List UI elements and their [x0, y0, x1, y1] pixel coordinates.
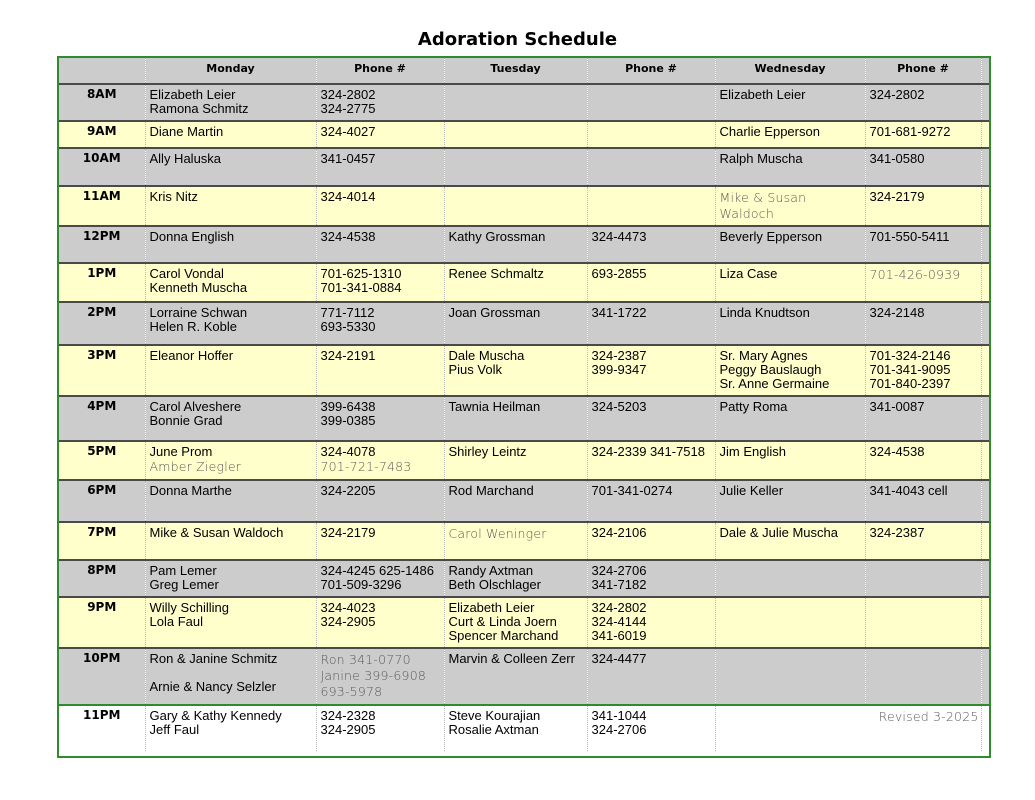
tuesday-phone-entry: 324-4144	[591, 614, 647, 629]
monday-name-entry: Pam Lemer	[149, 563, 217, 578]
time-slot: 11AM	[59, 186, 145, 226]
wednesday-name-cell	[715, 522, 865, 560]
monday-name-entry: Amber Ziegler	[149, 459, 242, 474]
monday-name-entry: Arnie & Nancy Selzler	[149, 679, 276, 694]
tuesday-name-entry: Rod Marchand	[448, 483, 534, 498]
table-row	[59, 84, 989, 121]
tuesday-name-cell	[444, 263, 587, 302]
monday-name-entry: Ally Haluska	[149, 151, 222, 166]
monday-name-cell	[145, 522, 316, 560]
wednesday-phone-entry: 324-4538	[869, 444, 925, 459]
tuesday-phone-entry: 324-2706	[591, 722, 647, 737]
monday-phone-entry: 324-4078	[320, 444, 376, 459]
monday-phone-cell	[316, 121, 444, 148]
monday-phone-entry: 771-7112	[320, 305, 375, 320]
tuesday-name-entry: Renee Schmaltz	[448, 266, 544, 281]
tuesday-name-cell	[444, 396, 587, 441]
table-row	[59, 263, 989, 302]
monday-name-entry: Helen R. Koble	[149, 319, 237, 334]
revised-note: Revised 3-2025	[878, 709, 979, 724]
tuesday-phone-entry: 693-2855	[591, 266, 647, 281]
monday-name-cell	[145, 705, 316, 751]
monday-phone-cell	[316, 396, 444, 441]
tuesday-phone-entry: 341-7182	[591, 577, 647, 592]
monday-name-entry: Eleanor Hoffer	[149, 348, 234, 363]
table-row	[59, 302, 989, 345]
monday-phone-entry: 324-4023	[320, 600, 376, 615]
monday-phone-cell	[316, 345, 444, 396]
monday-name-entry: Donna English	[149, 229, 235, 244]
tuesday-phone-cell	[587, 345, 715, 396]
table-row	[59, 480, 989, 522]
tuesday-name-entry: Randy Axtman	[448, 563, 534, 578]
tuesday-name-entry: Beth Olschlager	[448, 577, 541, 592]
monday-phone-cell	[316, 560, 444, 597]
monday-name-cell	[145, 148, 316, 186]
wednesday-phone-cell	[865, 302, 981, 345]
tuesday-name-entry: Dale Muscha	[448, 348, 525, 363]
tuesday-phone-entry: 324-4473	[591, 229, 647, 244]
wednesday-phone-cell	[865, 597, 981, 648]
tuesday-name-entry: Rosalie Axtman	[448, 722, 539, 737]
monday-phone-entry: 324-2802	[320, 87, 376, 102]
tuesday-phone-entry: 324-2706	[591, 563, 647, 578]
header-wednesday-phone: Phone #	[865, 58, 981, 84]
time-slot: 5PM	[59, 441, 145, 480]
wednesday-phone-cell	[865, 648, 981, 705]
monday-name-entry: Willy Schilling	[149, 600, 229, 615]
time-slot: 4PM	[59, 396, 145, 441]
monday-name-entry: Diane Martin	[149, 124, 224, 139]
monday-name-cell	[145, 84, 316, 121]
row-spacer	[981, 480, 989, 522]
row-spacer	[981, 345, 989, 396]
table-row	[59, 345, 989, 396]
table-row	[59, 186, 989, 226]
time-slot: 11PM	[59, 705, 145, 751]
wednesday-name-cell	[715, 705, 981, 751]
monday-phone-entry: 693-5330	[320, 319, 376, 334]
tuesday-name-entry: Curt & Linda Joern	[448, 614, 557, 629]
monday-name-cell	[145, 648, 316, 705]
monday-phone-entry: 324-2905	[320, 722, 376, 737]
wednesday-name-cell	[715, 480, 865, 522]
monday-phone-entry: 341-0457	[320, 151, 376, 166]
monday-name-cell	[145, 345, 316, 396]
monday-phone-cell	[316, 522, 444, 560]
monday-phone-entry: 324-2905	[320, 614, 376, 629]
wednesday-phone-entry: 324-2179	[869, 189, 925, 204]
row-spacer	[981, 705, 989, 751]
monday-name-entry: Kenneth Muscha	[149, 280, 248, 295]
wednesday-phone-entry: 324-2387	[869, 525, 925, 540]
table-row	[59, 441, 989, 480]
monday-name-entry: Bonnie Grad	[149, 413, 223, 428]
time-slot: 7PM	[59, 522, 145, 560]
monday-phone-entry: 701-509-3296	[320, 577, 402, 592]
tuesday-phone-entry: 324-2387	[591, 348, 647, 363]
monday-phone-cell	[316, 84, 444, 121]
wednesday-phone-entry: 701-324-2146	[869, 348, 951, 363]
time-slot: 3PM	[59, 345, 145, 396]
wednesday-name-entry: Peggy Bauslaugh	[719, 362, 822, 377]
tuesday-name-cell	[444, 560, 587, 597]
schedule-table	[59, 58, 989, 751]
spacer	[150, 666, 316, 680]
tuesday-phone-cell	[587, 648, 715, 705]
table-row	[59, 522, 989, 560]
time-slot: 8AM	[59, 84, 145, 121]
tuesday-phone-entry: 324-4477	[591, 651, 647, 666]
tuesday-phone-cell	[587, 441, 715, 480]
monday-phone-entry: Ron 341-0770	[320, 652, 411, 667]
tuesday-name-cell	[444, 522, 587, 560]
monday-phone-cell	[316, 302, 444, 345]
time-slot: 9AM	[59, 121, 145, 148]
wednesday-phone-cell	[865, 480, 981, 522]
tuesday-name-entry: Carol Weninger	[448, 526, 547, 541]
row-spacer	[981, 186, 989, 226]
wednesday-phone-entry: 324-2802	[869, 87, 925, 102]
monday-phone-entry: 324-4538	[320, 229, 376, 244]
monday-phone-cell	[316, 597, 444, 648]
monday-name-entry: Greg Lemer	[149, 577, 219, 592]
wednesday-phone-cell	[865, 121, 981, 148]
monday-phone-entry: 324-4245 625-1486	[320, 563, 434, 578]
monday-phone-cell	[316, 186, 444, 226]
tuesday-name-cell	[444, 84, 587, 121]
monday-phone-cell	[316, 480, 444, 522]
monday-phone-entry: 324-4027	[320, 124, 376, 139]
monday-name-cell	[145, 560, 316, 597]
monday-name-entry: Kris Nitz	[149, 189, 198, 204]
tuesday-name-entry: Marvin & Colleen Zerr	[448, 651, 575, 666]
header-tuesday-phone: Phone #	[587, 58, 715, 84]
monday-name-cell	[145, 441, 316, 480]
monday-phone-cell	[316, 148, 444, 186]
header-wednesday: Wednesday	[715, 58, 865, 84]
time-slot: 12PM	[59, 226, 145, 263]
tuesday-phone-cell	[587, 705, 715, 751]
wednesday-name-cell	[715, 263, 865, 302]
wednesday-name-cell	[715, 597, 865, 648]
monday-phone-entry: 701-341-0884	[320, 280, 402, 295]
tuesday-phone-cell	[587, 480, 715, 522]
table-row	[59, 705, 989, 751]
wednesday-name-entry: Liza Case	[719, 266, 778, 281]
tuesday-phone-entry: 324-5203	[591, 399, 647, 414]
monday-name-entry: Gary & Kathy Kennedy	[149, 708, 282, 723]
tuesday-phone-entry: 341-1722	[591, 305, 647, 320]
wednesday-name-entry: Patty Roma	[719, 399, 788, 414]
time-slot: 10PM	[59, 648, 145, 705]
monday-name-cell	[145, 263, 316, 302]
tuesday-name-entry: Steve Kourajian	[448, 708, 541, 723]
table-row	[59, 226, 989, 263]
monday-name-entry: Ron & Janine Schmitz	[149, 651, 278, 666]
wednesday-phone-entry: 701-550-5411	[869, 229, 950, 244]
tuesday-name-entry: Shirley Leintz	[448, 444, 527, 459]
row-spacer	[981, 648, 989, 705]
monday-phone-entry: 324-2328	[320, 708, 376, 723]
monday-name-cell	[145, 121, 316, 148]
monday-name-entry: Carol Vondal	[149, 266, 224, 281]
monday-name-cell	[145, 480, 316, 522]
header-monday-phone: Phone #	[316, 58, 444, 84]
wednesday-phone-cell	[865, 560, 981, 597]
wednesday-phone-entry: 341-4043 cell	[869, 483, 948, 498]
wednesday-name-cell	[715, 186, 865, 226]
row-spacer	[981, 522, 989, 560]
row-spacer	[981, 121, 989, 148]
row-spacer	[981, 84, 989, 121]
wednesday-phone-entry: 701-840-2397	[869, 376, 951, 391]
table-row	[59, 560, 989, 597]
wednesday-name-entry: Dale & Julie Muscha	[719, 525, 838, 540]
row-spacer	[981, 441, 989, 480]
tuesday-phone-cell	[587, 186, 715, 226]
tuesday-name-entry: Elizabeth Leier	[448, 600, 535, 615]
time-slot: 8PM	[59, 560, 145, 597]
wednesday-name-entry: Sr. Anne Germaine	[719, 376, 830, 391]
monday-phone-entry: 399-0385	[320, 413, 376, 428]
tuesday-phone-entry: 324-2802	[591, 600, 647, 615]
tuesday-name-entry: Joan Grossman	[448, 305, 541, 320]
table-row	[59, 648, 989, 705]
monday-phone-entry: 701-721-7483	[320, 459, 412, 474]
wednesday-phone-cell	[865, 522, 981, 560]
tuesday-name-entry: Kathy Grossman	[448, 229, 546, 244]
wednesday-phone-cell	[865, 186, 981, 226]
wednesday-phone-entry: 701-426-0939	[869, 267, 961, 282]
wednesday-name-cell	[715, 84, 865, 121]
monday-phone-cell	[316, 263, 444, 302]
tuesday-name-cell	[444, 648, 587, 705]
table-row	[59, 121, 989, 148]
tuesday-phone-cell	[587, 597, 715, 648]
tuesday-phone-entry: 341-1044	[591, 708, 647, 723]
page-title: Adoration Schedule	[417, 29, 618, 50]
wednesday-name-cell	[715, 648, 865, 705]
tuesday-phone-cell	[587, 148, 715, 186]
wednesday-phone-entry: 701-341-9095	[869, 362, 951, 377]
wednesday-name-entry: Waldoch	[719, 206, 774, 221]
tuesday-phone-cell	[587, 560, 715, 597]
tuesday-name-entry: Pius Volk	[448, 362, 502, 377]
tuesday-name-cell	[444, 480, 587, 522]
time-slot: 9PM	[59, 597, 145, 648]
tuesday-phone-cell	[587, 263, 715, 302]
tuesday-name-cell	[444, 705, 587, 751]
row-spacer	[981, 263, 989, 302]
wednesday-name-entry: Linda Knudtson	[719, 305, 810, 320]
wednesday-phone-cell	[865, 84, 981, 121]
wednesday-phone-cell	[865, 396, 981, 441]
table-row	[59, 597, 989, 648]
tuesday-name-cell	[444, 186, 587, 226]
monday-name-cell	[145, 186, 316, 226]
tuesday-phone-entry: 341-6019	[591, 628, 647, 643]
monday-phone-entry: 324-4014	[320, 189, 376, 204]
monday-phone-cell	[316, 441, 444, 480]
monday-phone-entry: Janine 399-6908	[320, 668, 427, 683]
tuesday-phone-cell	[587, 121, 715, 148]
tuesday-name-cell	[444, 441, 587, 480]
wednesday-phone-cell	[865, 345, 981, 396]
header-monday: Monday	[145, 58, 316, 84]
monday-phone-entry: 701-625-1310	[320, 266, 402, 281]
header-tuesday: Tuesday	[444, 58, 587, 84]
wednesday-name-entry: Sr. Mary Agnes	[719, 348, 808, 363]
wednesday-phone-cell	[865, 441, 981, 480]
tuesday-phone-entry: 399-9347	[591, 362, 647, 377]
header-row	[59, 58, 989, 84]
time-slot: 2PM	[59, 302, 145, 345]
wednesday-name-cell	[715, 560, 865, 597]
monday-name-entry: Jeff Faul	[149, 722, 200, 737]
tuesday-phone-cell	[587, 226, 715, 263]
wednesday-phone-cell	[865, 148, 981, 186]
monday-phone-cell	[316, 648, 444, 705]
monday-name-entry: Mike & Susan Waldoch	[149, 525, 284, 540]
monday-name-entry: Carol Alveshere	[149, 399, 242, 414]
row-spacer	[981, 597, 989, 648]
tuesday-phone-cell	[587, 302, 715, 345]
tuesday-name-entry: Tawnia Heilman	[448, 399, 541, 414]
row-spacer	[981, 302, 989, 345]
row-spacer	[981, 396, 989, 441]
wednesday-name-cell	[715, 226, 865, 263]
monday-name-entry: Lorraine Schwan	[149, 305, 248, 320]
tuesday-phone-cell	[587, 522, 715, 560]
tuesday-phone-entry: 701-341-0274	[591, 483, 673, 498]
wednesday-phone-entry: 341-0580	[869, 151, 925, 166]
monday-phone-entry: 324-2205	[320, 483, 376, 498]
wednesday-phone-cell	[865, 226, 981, 263]
tuesday-name-cell	[444, 597, 587, 648]
tuesday-phone-cell	[587, 84, 715, 121]
monday-phone-cell	[316, 705, 444, 751]
wednesday-phone-cell	[865, 263, 981, 302]
row-spacer	[981, 148, 989, 186]
row-spacer	[981, 560, 989, 597]
monday-name-cell	[145, 226, 316, 263]
monday-name-entry: Donna Marthe	[149, 483, 232, 498]
header-time	[59, 58, 145, 84]
wednesday-name-cell	[715, 148, 865, 186]
monday-name-cell	[145, 302, 316, 345]
time-slot: 6PM	[59, 480, 145, 522]
tuesday-name-cell	[444, 345, 587, 396]
tuesday-phone-entry: 324-2106	[591, 525, 647, 540]
wednesday-name-entry: Mike & Susan	[719, 190, 807, 205]
tuesday-phone-entry: 324-2339 341-7518	[591, 444, 705, 459]
monday-name-entry: Elizabeth Leier	[149, 87, 236, 102]
wednesday-name-cell	[715, 441, 865, 480]
wednesday-name-entry: Charlie Epperson	[719, 124, 820, 139]
time-slot: 10AM	[59, 148, 145, 186]
wednesday-name-cell	[715, 121, 865, 148]
monday-name-cell	[145, 597, 316, 648]
row-spacer	[981, 226, 989, 263]
wednesday-phone-entry: 324-2148	[869, 305, 925, 320]
monday-name-cell	[145, 396, 316, 441]
monday-phone-entry: 324-2775	[320, 101, 376, 116]
tuesday-phone-cell	[587, 396, 715, 441]
wednesday-phone-entry: 341-0087	[869, 399, 925, 414]
monday-phone-entry: 324-2179	[320, 525, 376, 540]
table-row	[59, 396, 989, 441]
wednesday-phone-entry: 701-681-9272	[869, 124, 951, 139]
wednesday-name-entry: Jim English	[719, 444, 786, 459]
wednesday-name-entry: Ralph Muscha	[719, 151, 803, 166]
header-spacer	[981, 58, 989, 84]
wednesday-name-cell	[715, 396, 865, 441]
wednesday-name-cell	[715, 345, 865, 396]
time-slot: 1PM	[59, 263, 145, 302]
tuesday-name-cell	[444, 302, 587, 345]
wednesday-name-entry: Julie Keller	[719, 483, 784, 498]
wednesday-name-cell	[715, 302, 865, 345]
tuesday-name-entry: Spencer Marchand	[448, 628, 559, 643]
wednesday-name-entry: Elizabeth Leier	[719, 87, 806, 102]
tuesday-name-cell	[444, 226, 587, 263]
monday-phone-entry: 399-6438	[320, 399, 376, 414]
monday-phone-entry: 693-5978	[320, 684, 383, 699]
monday-name-entry: Lola Faul	[149, 614, 203, 629]
tuesday-name-cell	[444, 148, 587, 186]
table-row	[59, 148, 989, 186]
monday-phone-cell	[316, 226, 444, 263]
monday-name-entry: June Prom	[149, 444, 213, 459]
tuesday-name-cell	[444, 121, 587, 148]
monday-name-entry: Ramona Schmitz	[149, 101, 249, 116]
monday-phone-entry: 324-2191	[320, 348, 376, 363]
wednesday-name-entry: Beverly Epperson	[719, 229, 823, 244]
